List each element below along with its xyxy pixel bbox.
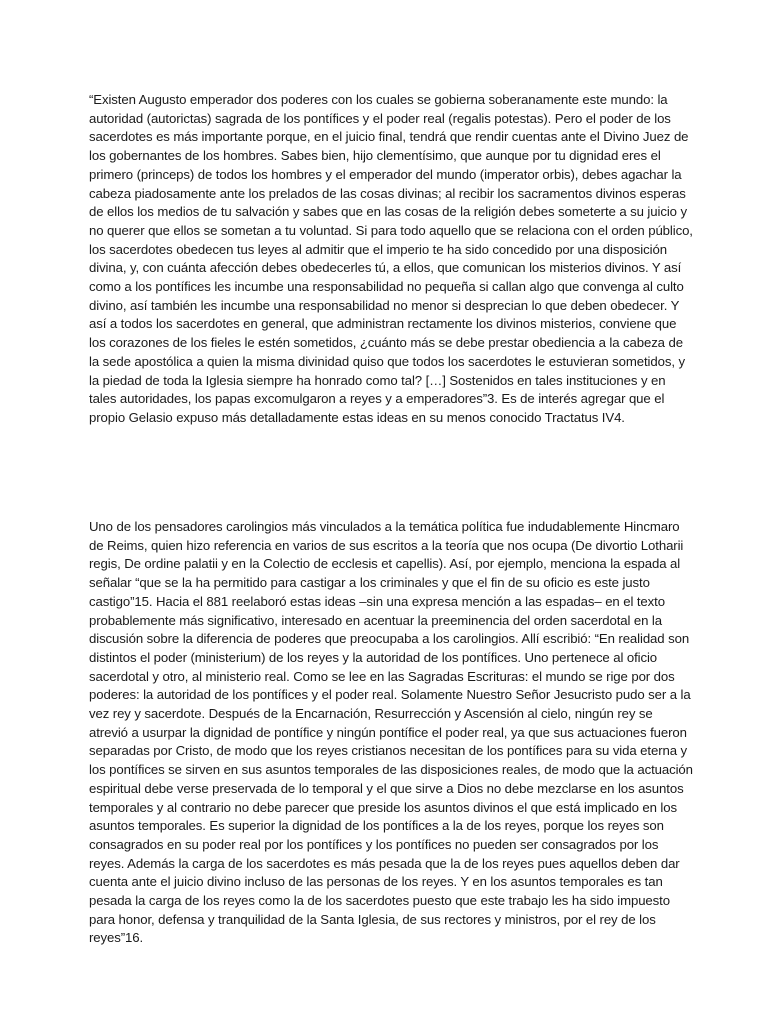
paragraph-gelasius-quote: “Existen Augusto emperador dos poderes con los cuales se gobierna soberanamente este mundo: la autoridad (autorictas) sagrada de los pontífices y el poder real (regalis potestas). Pero el poder de los sacerdotes es más importante porque, en el juicio final, tendrá que rendir cuentas ante el Divino Juez de los gobernantes de los hombres. Sabes bien, hijo clementísimo, que aunque por tu dignidad eres el primero (princeps) de todos los hombres y el emperador del mundo (imperator orbis), debes agachar la cabeza piadosamente ante los prelados de las cosas divinas; al recibir los sacramentos divinos esperas de ellos los medios de tu salvación y sabes que en las cosas de la religión debes someterte a su juicio y no querer que ellos se sometan a tu voluntad. Si para todo aquello que se relaciona con el orden público, los sacerdotes obedecen tus leyes al admitir que el imperio te ha sido concedido por una disposición divina, y, con cuánta afección debes obedecerles tú, a ellos, que comunican los misterios divinos. Y así como a los pontífices les incumbe una responsabilidad no pequeña si callan algo que convenga al culto divino, así también les incumbe una responsabilidad no menor si desprecian lo que deben obedecer. Y así a todos los sacerdotes en general, que administran rectamente los divinos misterios, conviene que los corazones de los fieles le estén sometidos, ¿cuánto más se debe prestar obediencia a la cabeza de la sede apostólica a quien la misma divinidad quiso que todos los sacerdotes le estuvieran sometidos, y la piedad de toda la Iglesia siempre ha honrado como tal? […] Sostenidos en tales instituciones y en tales autoridades, los papas excomulgaron a reyes y a emperadores”3. Es de interés agregar que el propio Gelasio expuso más detalladamente estas ideas en su menos conocido Tractatus IV4. [89,92,693,425]
paragraph-hincmar: Uno de los pensadores carolingios más vinculados a la temática política fue indudablemente Hincmaro de Reims, quien hizo referencia en varios de sus escritos a la teoría que nos ocupa (De divortio Lotharii regis, De ordine palatii y en la Colectio de ecclesis et capellis). Así, por ejemplo, menciona la espada al señalar “que se la ha permitido para castigar a los criminales y que el fin de su oficio es este justo castigo”15. Hacia el 881 reelaboró estas ideas –sin una expresa mención a las espadas– en el texto probablemente más significativo, interesado en acentuar la preeminencia del orden sacerdotal en la discusión sobre la diferencia de poderes que preocupaba a los carolingios. Allí escribió: “En realidad son distintos el poder (ministerium) de los reyes y la autoridad de los pontífices. Uno pertenece al oficio sacerdotal y otro, al ministerio real. Como se lee en las Sagradas Escrituras: el mundo se rige por dos poderes: la autoridad de los pontífices y el poder real. Solamente Nuestro Señor Jesucristo pudo ser a la vez rey y sacerdote. Después de la Encarnación, Resurrección y Ascensión al cielo, ningún rey se atrevió a usurpar la dignidad de pontífice y ningún pontífice el poder real, ya que sus actuaciones fueron separadas por Cristo, de modo que los reyes cristianos necesitan de los pontífices para su vida eterna y los pontífices se sirven en sus asuntos temporales de las disposiciones reales, de modo que la actuación espiritual debe verse preservada de lo temporal y el que sirve a Dios no debe mezclarse en los asuntos temporales y al contrario no debe parecer que preside los asuntos divinos el que está implicado en los asuntos temporales. Es superior la dignidad de los pontífices a la de los reyes, porque los reyes son consagrados en su poder real por los pontífices y los pontífices no pueden ser consagrados por los reyes. Además la carga de los sacerdotes es más pesada que la de los reyes pues aquellos deben dar cuenta ante el juicio divino incluso de las personas de los reyes. Y en los asuntos temporales es tan pesada la carga de los reyes como la de los sacerdotes puesto que este trabajo les ha sido impuesto para honor, defensa y tranquilidad de la Santa Iglesia, de sus rectores y ministros, por el rey de los reyes”16. [89,519,693,946]
